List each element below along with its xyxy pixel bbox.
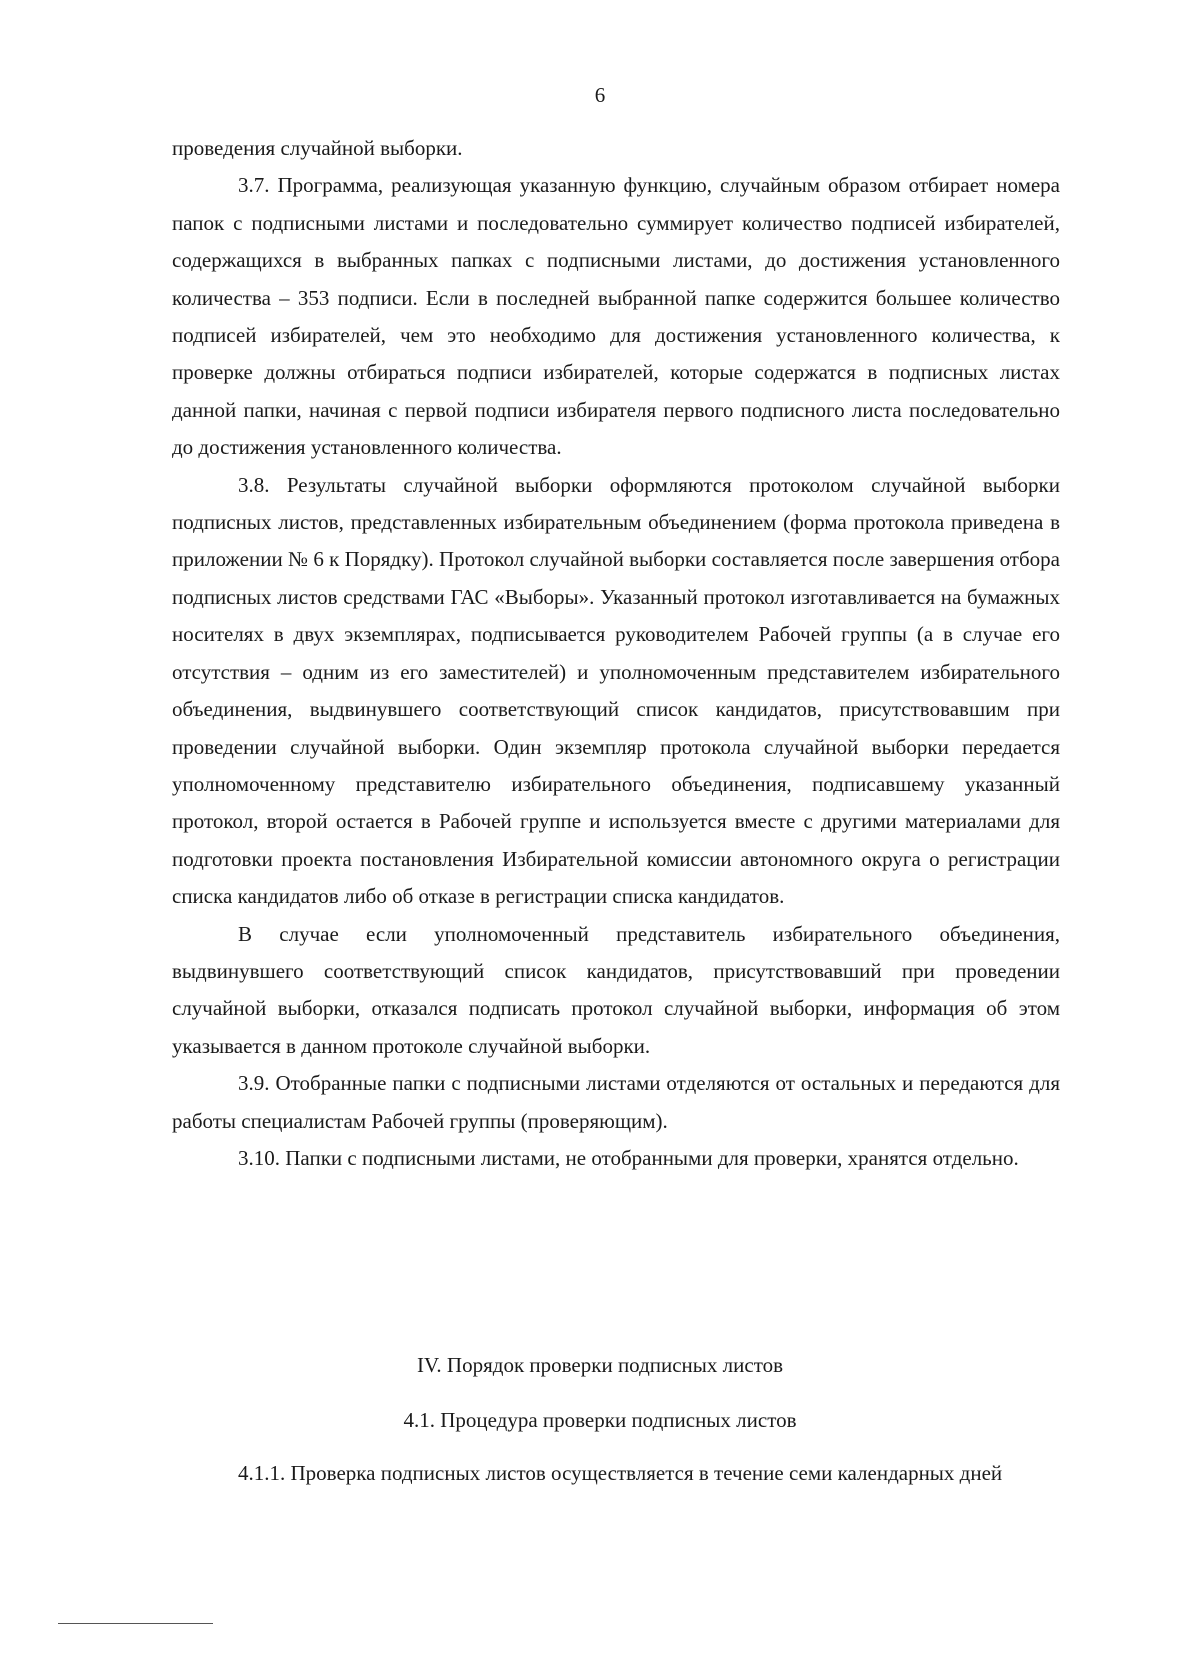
paragraph-3-7: 3.7. Программа, реализующая указанную функцию, случайным образом отбирает номера папок с подписными листами и последовательно суммирует количество подписей избирателей, содержащихся в выбранных папках с подписными листами, до достижения установленного количества – 353 подписи. Если в последней выбранной папке содержится большее количество подписей избирателей, чем это необходимо для достижения установленного количества, к проверке должны отбираться подписи избирателей, которые содержатся в подписных листах данной папки, начиная с первой подписи избирателя первого подписного листа последовательно до достижения установленного количества.: [172, 173, 1060, 460]
page-number: 6: [594, 83, 606, 107]
footer-rule: [58, 1623, 213, 1624]
body-text: [172, 130, 1060, 1177]
paragraph-4-1-1: 4.1.1. Проверка подписных листов осуществляется в течение семи календарных дней: [238, 1461, 1003, 1485]
paragraph-3-8: 3.8. Результаты случайной выборки оформляются протоколом случайной выборки подписных листов, представленных избирательным объединением (форма протокола приведена в приложении № 6 к Порядку). Протокол случайной выборки составляется после завершения отбора подписных листов средствами ГАС «Выборы». Указанный протокол изготавливается на бумажных носителях в двух экземплярах, подписывается руководителем Рабочей группы (а в случае его отсутствия – одним из его заместителей) и уполномоченным представителем избирательного объединения, выдвинувшего соответствующий список кандидатов, присутствовавшим при проведении случайной выборки. Один экземпляр протокола случайной выборки передается уполномоченному представителю избирательного объединения, подписавшему указанный протокол, второй остается в Рабочей группе и используется вместе с другими материалами для подготовки проекта постановления Избирательной комиссии автономного округа о регистрации списка кандидатов либо об отказе в регистрации списка кандидатов.: [172, 472, 1060, 909]
subsection-heading: 4.1. Процедура проверки подписных листов: [403, 1408, 797, 1432]
paragraph-continuation: проведения случайной выборки.: [172, 136, 463, 160]
paragraph-3-10: 3.10. Папки с подписными листами, не отобранными для проверки, хранятся отдельно.: [238, 1145, 1019, 1170]
paragraph-refusal: В случае если уполномоченный представитель избирательного объединения, выдвинувшего соответствующий список кандидатов, присутствовавший при проведении случайной выборки, отказался подписать протокол случайной выборки, информация об этом указывается в данном протоколе случайной выборки.: [172, 921, 1060, 1058]
section-heading: IV. Порядок проверки подписных листов: [416, 1353, 784, 1377]
paragraph-3-9: 3.9. Отобранные папки с подписными листами отделяются от остальных и передаются для работы специалистам Рабочей группы (проверяющим).: [172, 1071, 1060, 1133]
